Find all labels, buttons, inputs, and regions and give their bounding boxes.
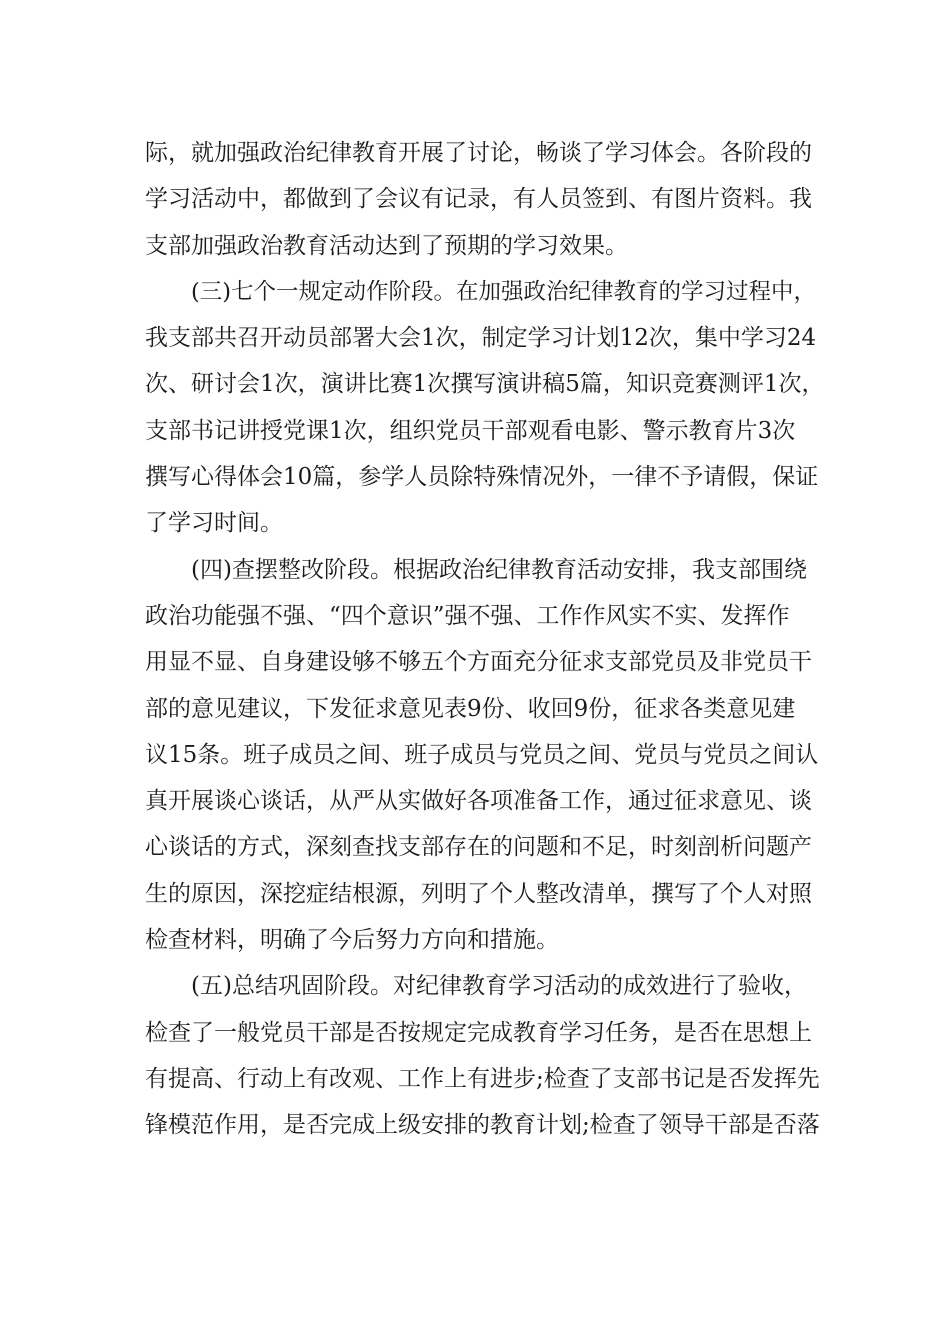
text-line: 政治功能强不强、“四个意识”强不强、工作作风实不实、发挥作 — [145, 602, 790, 629]
body-text — [145, 130, 825, 1149]
text-line: 撰写心得体会10篇，参学人员除特殊情况外，一律不予请假，保证 — [145, 464, 819, 491]
text-line: 有提高、行动上有改观、工作上有进步;检查了支部书记是否发挥先 — [145, 1065, 820, 1092]
text-line: 支部书记讲授党课1次，组织党员干部观看电影、警示教育片3次 — [145, 417, 796, 444]
text-line: 议15条。班子成员之间、班子成员与党员之间、党员与党员之间认 — [145, 741, 819, 768]
text-line: 际，就加强政治纪律教育开展了讨论，畅谈了学习体会。各阶段的 — [145, 140, 812, 166]
text-line: 真开展谈心谈话，从严从实做好各项准备工作，通过征求意见、谈 — [145, 788, 812, 815]
text-line: 学习活动中，都做到了会议有记录，有人员签到、有图片资料。我 — [145, 186, 812, 213]
text-line: 检查了一般党员干部是否按规定完成教育学习任务，是否在思想上 — [145, 1019, 812, 1046]
text-line: 我支部共召开动员部署大会1次，制定学习计划12次，集中学习24 — [145, 325, 817, 352]
text-line: 次、研讨会1次，演讲比赛1次撰写演讲稿5篇，知识竞赛测评1次， — [145, 371, 825, 398]
text-line: 用显不显、自身建设够不够五个方面充分征求支部党员及非党员干 — [145, 649, 812, 676]
text-line: 心谈话的方式，深刻查找支部存在的问题和不足，时刻剖析问题产 — [145, 834, 812, 861]
text-line: 了学习时间。 — [145, 510, 283, 537]
text-line: 检查材料，明确了今后努力方向和措施。 — [145, 927, 559, 954]
section-three-heading-line: (三)七个一规定动作阶段。在加强政治纪律教育的学习过程中， — [191, 278, 817, 305]
text-line: 部的意见建议，下发征求意见表9份、收回9份，征求各类意见建 — [145, 695, 796, 722]
section-five-heading-line: (五)总结巩固阶段。对纪律教育学习活动的成效进行了验收， — [191, 973, 807, 1000]
section-four-heading-line: (四)查摆整改阶段。根据政治纪律教育活动安排，我支部围绕 — [191, 556, 807, 583]
text-line: 锋模范作用，是否完成上级安排的教育计划;检查了领导干部是否落 — [145, 1112, 820, 1139]
text-line: 生的原因，深挖症结根源，列明了个人整改清单，撰写了个人对照 — [145, 880, 812, 907]
text-line: 支部加强政治教育活动达到了预期的学习效果。 — [145, 232, 628, 259]
